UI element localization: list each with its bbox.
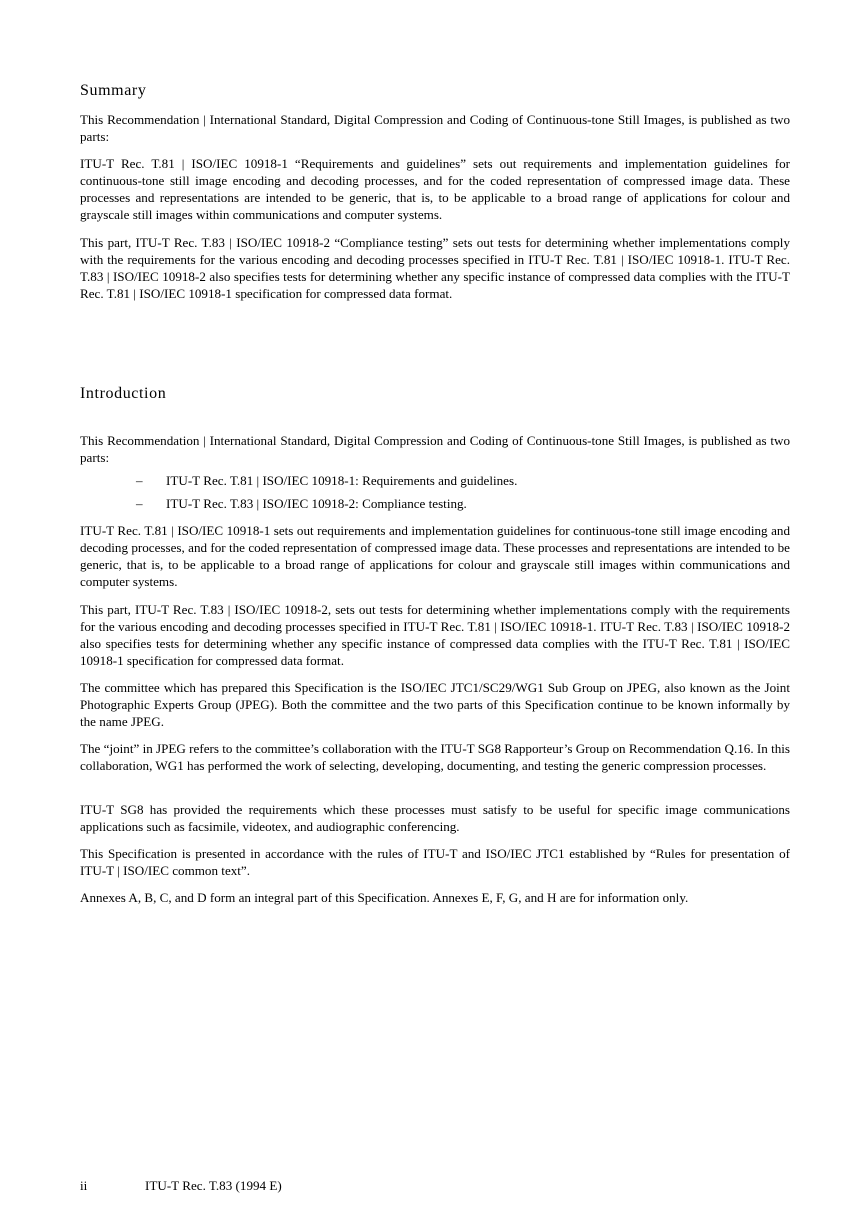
summary-paragraph-3: This part, ITU-T Rec. T.83 | ISO/IEC 10918-2 “Compliance testing” sets out tests for determining whether implementations comply with the requirements for the various encoding and decoding processes specified in ITU-T Rec. T.81 | ISO/IEC 10918-1. ITU-T Rec. T.83 | ISO/IEC 10918-2 also specifies tests for determining whether any specific instance of compressed data complies with the ITU-T Rec. T.81 | ISO/IEC 10918-1 specification for compressed data format.: [80, 235, 790, 301]
list-item-text: ITU-T Rec. T.83 | ISO/IEC 10918-2: Compliance testing.: [166, 496, 467, 511]
introduction-paragraph-2: This part, ITU-T Rec. T.83 | ISO/IEC 10918-2, sets out tests for determining whether implementations comply with the requirements for the various encoding and decoding processes specified in ITU-T Rec. T.81 | ISO/IEC 10918-1. ITU-T Rec. T.83 | ISO/IEC 10918-2 also specifies tests for determining whether any specific instance of compressed data complies with the ITU-T Rec. T.81 | ISO/IEC 10918-1 specification for compressed data format.: [80, 602, 790, 668]
introduction-paragraph-3: The committee which has prepared this Specification is the ISO/IEC JTC1/SC29/WG1 Sub Group on JPEG, also known as the Joint Photographic Experts Group (JPEG). Both the committee and the two parts of this Specification continue to be known informally by the name JPEG.: [80, 680, 790, 729]
list-dash: –: [136, 496, 143, 511]
list-item: [136, 472, 517, 489]
document-id: ITU-T Rec. T.83 (1994 E): [145, 1178, 282, 1193]
page-footer: [80, 1177, 282, 1194]
introduction-paragraph-1: ITU-T Rec. T.81 | ISO/IEC 10918-1 sets out requirements and implementation guidelines for continuous-tone still image encoding and decoding processes, and for the coded representation of compressed image data. These processes and representations are intended to be generic, that is, to be applicable to a broad range of applications for colour and grayscale still images within communications and computer systems.: [80, 523, 790, 589]
introduction-paragraph-intro: This Recommendation | International Standard, Digital Compression and Coding of Continuous-tone Still Images, is published as two parts:: [80, 433, 790, 465]
introduction-paragraph-4: The “joint” in JPEG refers to the committee’s collaboration with the ITU-T SG8 Rapporteur’s Group on Recommendation Q.16. In this collaboration, WG1 has performed the work of selecting, developing, documenting, and testing the generic compression processes.: [80, 741, 790, 773]
introduction-paragraph-5: ITU-T SG8 has provided the requirements which these processes must satisfy to be useful for specific image communications applications such as facsimile, videotex, and audiographic conferencing.: [80, 802, 790, 834]
summary-paragraph-1: This Recommendation | International Standard, Digital Compression and Coding of Continuous-tone Still Images, is published as two parts:: [80, 112, 790, 144]
list-dash: –: [136, 473, 143, 488]
summary-heading: Summary: [80, 82, 147, 99]
page-number: ii: [80, 1178, 88, 1193]
list-item: [136, 495, 467, 512]
list-item-text: ITU-T Rec. T.81 | ISO/IEC 10918-1: Requirements and guidelines.: [166, 473, 518, 488]
introduction-heading: Introduction: [80, 385, 167, 402]
introduction-paragraph-7: Annexes A, B, C, and D form an integral part of this Specification. Annexes E, F, G, and H are for information only.: [80, 890, 689, 905]
summary-paragraph-2: ITU-T Rec. T.81 | ISO/IEC 10918-1 “Requirements and guidelines” sets out requirements and implementation guidelines for continuous-tone still image encoding and decoding processes, and for the coded representation of compressed image data. These processes and representations are intended to be generic, that is, to be applicable to a broad range of applications for colour and grayscale still images within communications and computer systems.: [80, 156, 790, 222]
introduction-paragraph-6: This Specification is presented in accordance with the rules of ITU-T and ISO/IEC JTC1 established by “Rules for presentation of ITU-T | ISO/IEC common text”.: [80, 846, 790, 878]
